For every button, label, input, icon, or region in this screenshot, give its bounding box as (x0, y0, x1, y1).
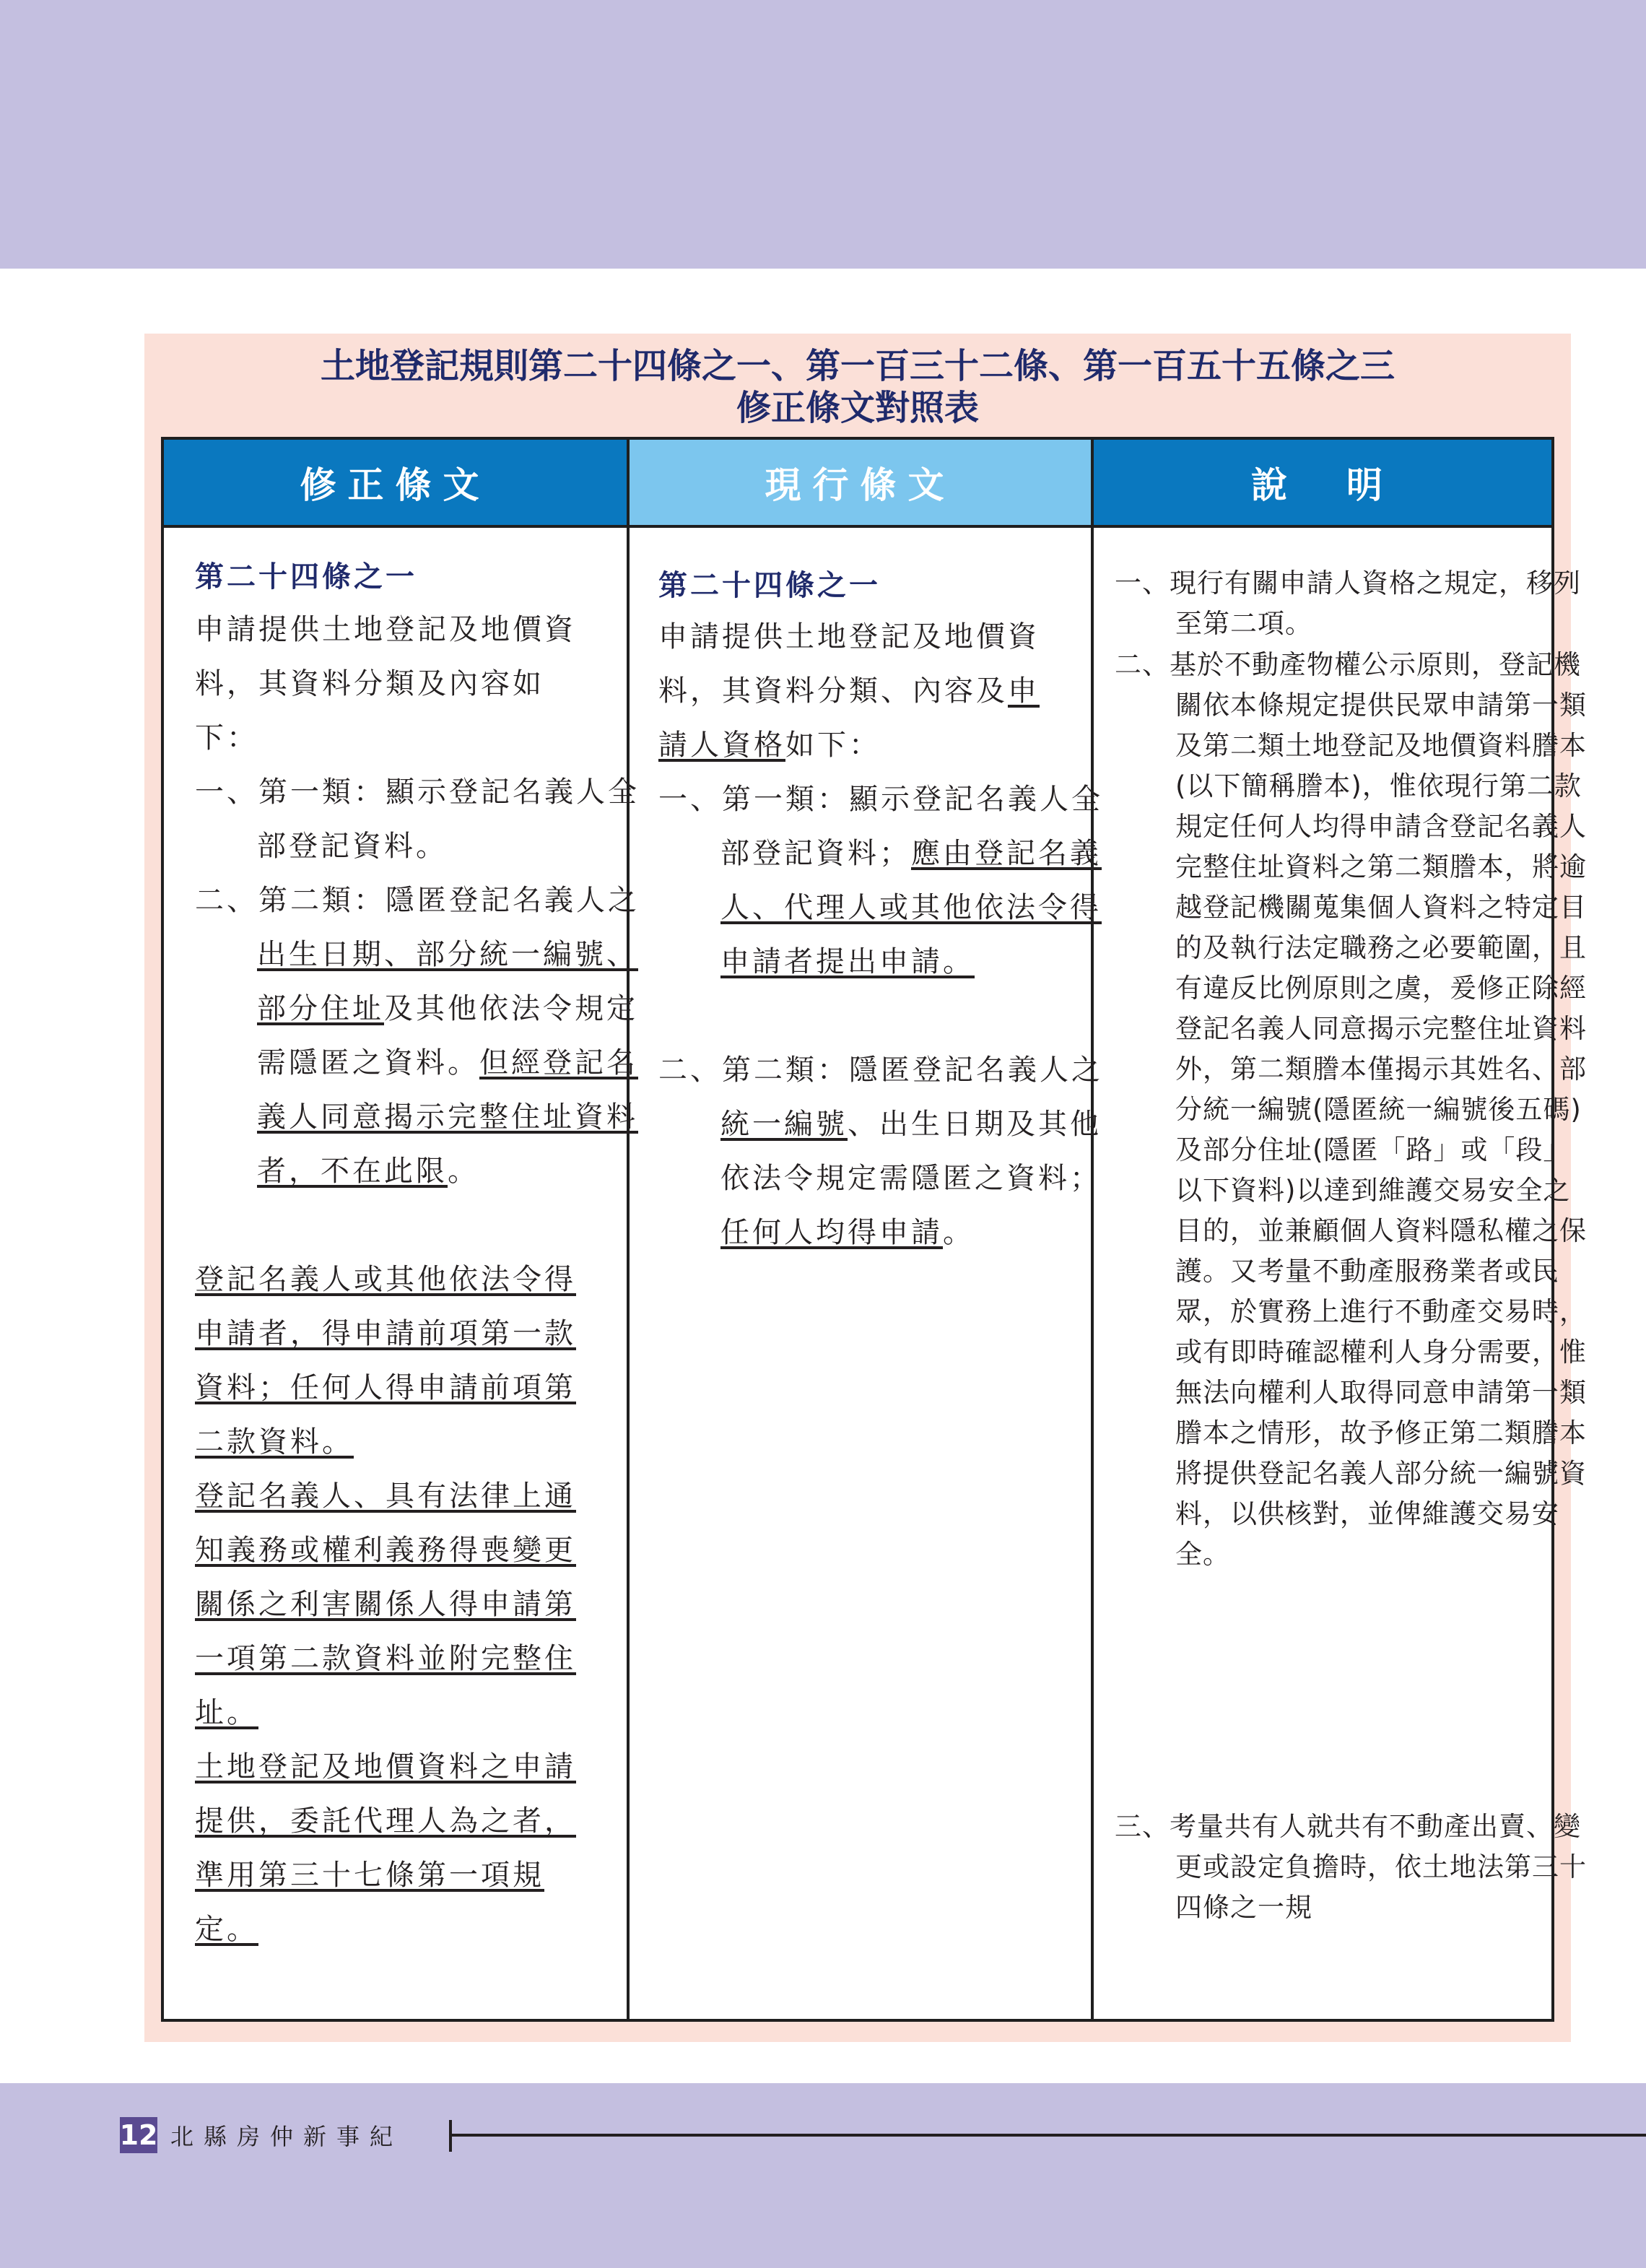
amended-paragraph-1: 申請提供土地登記及地價資料，其資料分類及內容如下： (195, 613, 576, 755)
footer-rule (452, 2134, 1646, 2137)
current-item-2-middle: 、出生日期及其他依法令規定需隱匿之資料； (720, 1108, 1102, 1195)
amended-item-2-underlined-2: 但經登記名義人同意揭示完整住址資料者，不在此限 (257, 1046, 638, 1188)
amended-paragraph-2: 登記名義人或其他依法令得申請者，得申請前項第一款資料；任何人得申請前項第二款資料。 (195, 1263, 576, 1459)
amended-heading: 第二十四條之一 (195, 560, 417, 594)
magazine-name: 北縣房仲新事紀 (170, 2123, 404, 2150)
column-header-explanation: 說 明 (1094, 440, 1551, 525)
amended-item-2-prefix: 二、第二類：隱匿登記名義人之 (195, 884, 640, 917)
page-title (144, 345, 1571, 429)
current-item-1-text: 一、第一類：顯示登記名義人全部登記資料； (658, 783, 1103, 870)
page-number: 12 (120, 2117, 157, 2153)
column-divider-1 (627, 440, 630, 2019)
title-line-1: 土地登記規則第二十四條之一、第一百三十二條、第一百五十五條之三 (320, 346, 1395, 386)
explanation-item-1: 一、現行有關申請人資格之規定，移列至第二項。 (1115, 568, 1581, 639)
amended-item-2-middle: 及其他依法令規定需隱匿之資料。 (257, 992, 638, 1079)
explanation-item-2: 二、基於不動產物權公示原則，登記機關依本條規定提供民眾申請第一類及第二類土地登記及地價資料謄本(以下簡稱謄本)，惟依現行第二款規定任何人均得申請含登記名義人完整住址資料之第二類謄本，將逾越登記機關蒐集個人資料之特定目的及執行法定職務之必要範圍，且有違反比例原則之虞，爰修正除經登記名義人同意揭示完整住址資料外，第二類謄本僅揭示其姓名、部分統一編號(隱匿統一編號後五碼)及部分住址(隱匿「路」或「段」以下資料)以達到維護交易安全之目的，並兼顧個人資料隱私權之保護。又考量不動產服務業者或民眾，於實務上進行不動產交易時，或有即時確認權利人身分需要，惟無法向權利人取得同意申請第一類謄本之情形，故予修正第二類謄本將提供登記名義人部分統一編號資料，以供核對，並俾維護交易安全。 (1115, 649, 1587, 1570)
title-line-2: 修正條文對照表 (736, 388, 979, 428)
current-item-2-underlined-1: 統一編號 (720, 1108, 848, 1141)
amended-item-2-underlined-1: 出生日期、部分統一編號、部分住址 (257, 938, 638, 1025)
current-paragraph-1 (658, 610, 1063, 773)
current-item-2-underlined-2: 任何人均得申請 (720, 1216, 943, 1249)
current-item-2 (658, 1043, 1125, 1260)
current-heading: 第二十四條之一 (658, 569, 881, 602)
current-paragraph-1-text: 申請提供土地登記及地價資料，其資料分類、內容及 (658, 620, 1040, 708)
current-paragraph-1-end: 如下： (785, 729, 881, 762)
current-item-2-prefix: 二、第二類：隱匿登記名義人之 (658, 1053, 1103, 1087)
header-divider (164, 525, 1551, 528)
amended-paragraph-3: 登記名義人、具有法律上通知義務或權利義務得喪變更關係之利害關係人得申請第一項第二款資料並附完整住址。 (195, 1480, 576, 1729)
column-header-amended: 修正條文 (164, 440, 627, 525)
amended-item-1: 一、第一類：顯示登記名義人全部登記資料。 (195, 775, 640, 863)
amended-paragraph-4: 土地登記及地價資料之申請提供，委託代理人為之者，準用第三十七條第一項規定。 (195, 1750, 576, 1946)
amended-item-2-end: 。 (448, 1155, 479, 1188)
column-header-current: 現行條文 (630, 440, 1091, 525)
amended-item-2 (195, 874, 661, 1199)
top-decorative-band (0, 0, 1646, 269)
current-item-2-end: 。 (943, 1216, 975, 1249)
explanation-item-3: 三、考量共有人就共有不動產出賣、變更或設定負擔時，依土地法第三十四條之一規 (1115, 1811, 1587, 1923)
current-item-1 (658, 773, 1125, 989)
current-item-1-underlined: 應由登記名義人、代理人或其他依法令得申請者提出申請。 (720, 837, 1102, 978)
bottom-decorative-band (0, 2083, 1646, 2268)
current-paragraph-1-underlined: 申請人資格 (658, 674, 1040, 762)
